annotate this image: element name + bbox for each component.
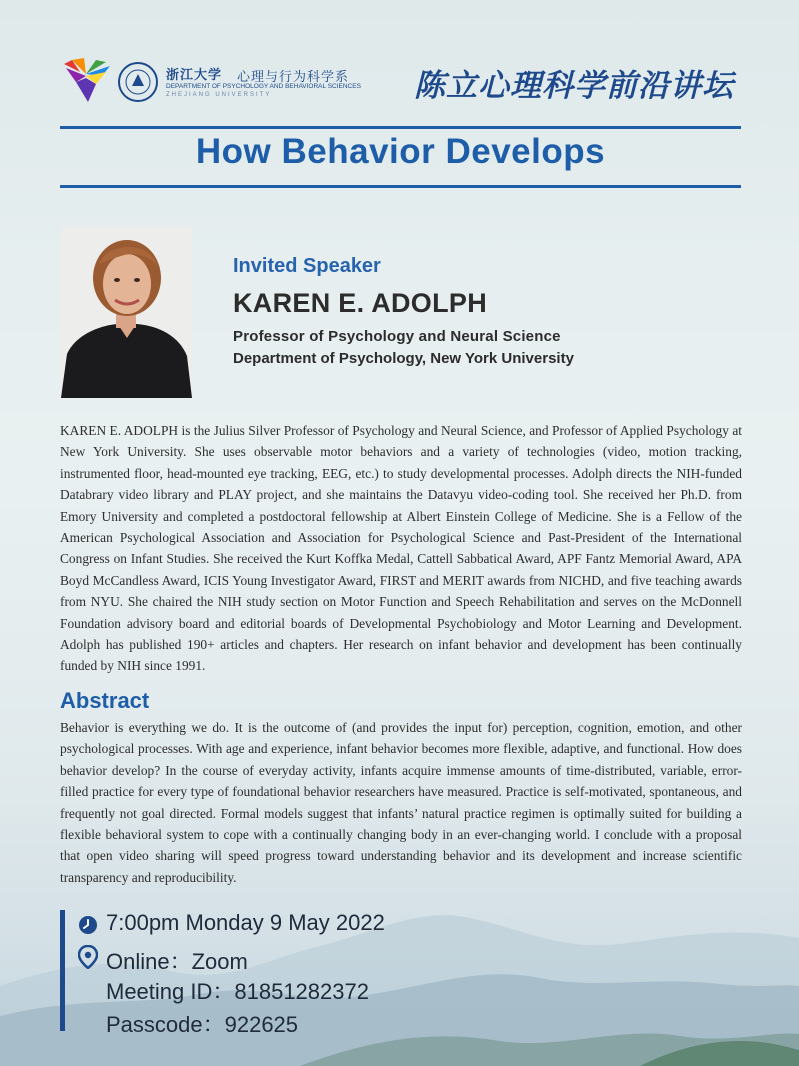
abstract-text: Behavior is everything we do. It is the outcome of (and provides the input for) perception, cognition, emotion, and other psychological processes. With age and experience, infant behavior becomes more flexible, adaptive, and functional. How does behavior develop? In the course of everyday activity, infants acquire immense amounts of time-distributed, variable, error-filled practice for every type of foundational behavior researchers have measured. Practice is self-motivated, spontaneous, and frequently not goal directed. Formal models suggest that infants’ natural practice regimen is optimally suited for building a flexible behavioral system to cope with a continually changing body in an ever-changing world. I conclude with a proposal that open video sharing will speed progress toward understanding behavior and its development and increase scientific transparency and reproducibility. <box>60 720 742 885</box>
title-rule-bottom <box>60 185 741 188</box>
speaker-title: Professor of Psychology and Neural Science <box>233 328 561 345</box>
forum-title: 陈立心理科学前沿讲坛 <box>414 68 734 104</box>
passcode: Passcode：922625 <box>106 1012 299 1037</box>
speaker-photo <box>61 226 192 398</box>
university-name-cn: 浙江大学 <box>166 68 223 83</box>
department-name-cn: 心理与行为科学系 <box>237 69 350 84</box>
event-time: 7:00pm Monday 9 May 2022 <box>106 910 385 935</box>
page-title: How Behavior Develops <box>195 132 606 171</box>
event-accent-bar <box>60 910 65 1031</box>
speaker-name: KAREN E. ADOLPH <box>233 288 488 318</box>
event-location: Online：Zoom <box>106 949 248 974</box>
speaker-bio: KAREN E. ADOLPH is the Julius Silver Professor of Psychology and Neural Science, and Professor of Applied Psychology at New York University. She uses observable motor behaviors and a variety of technologies (video, motion tracking, instrumented floor, head-mounted eye tracking, EEG, etc.) to study developmental processes. Adolph directs the NIH-funded Databrary video library and PLAY project, and she maintains the Datavyu video-coding tool. She received her Ph.D. from Emory University and completed a postdoctoral fellowship at Albert Einstein College of Medicine. She is a Fellow of the American Psychological Association and Association for Psychological Science and Past-President of the International Congress on Infant Studies. She received the Kurt Koffka Medal, Cattell Sabbatical Award, APF Fantz Memorial Award, APA Boyd McCandless Award, ICIS Young Investigator Award, FIRST and MERIT awards from NICHD, and five teaching awards from NYU. She chaired the NIH study section on Motor Function and Speech Rehabilitation and serves on the McDonnell Foundation advisory board and editorial boards of Developmental Psychobiology and Motor Learning and Development. Adolph has published 190+ articles and chapters. Her research on infant behavior and development has been continually funded by NIH since 1991. <box>60 423 742 674</box>
university-name-en: ZHEJIANG UNIVERSITY <box>166 92 272 98</box>
location-pin-icon <box>78 945 98 969</box>
zju-seal-icon <box>118 62 158 102</box>
speaker-label: Invited Speaker <box>233 255 381 277</box>
speaker-department: Department of Psychology, New York University <box>233 350 574 367</box>
meeting-id: Meeting ID：81851282372 <box>106 979 369 1004</box>
abstract-heading: Abstract <box>60 688 150 713</box>
clock-icon <box>78 915 98 935</box>
dept-logo-icon <box>62 58 112 104</box>
department-name-en: DEPARTMENT OF PSYCHOLOGY AND BEHAVIORAL SCIENCES <box>166 83 361 90</box>
title-rule-top <box>60 126 741 129</box>
